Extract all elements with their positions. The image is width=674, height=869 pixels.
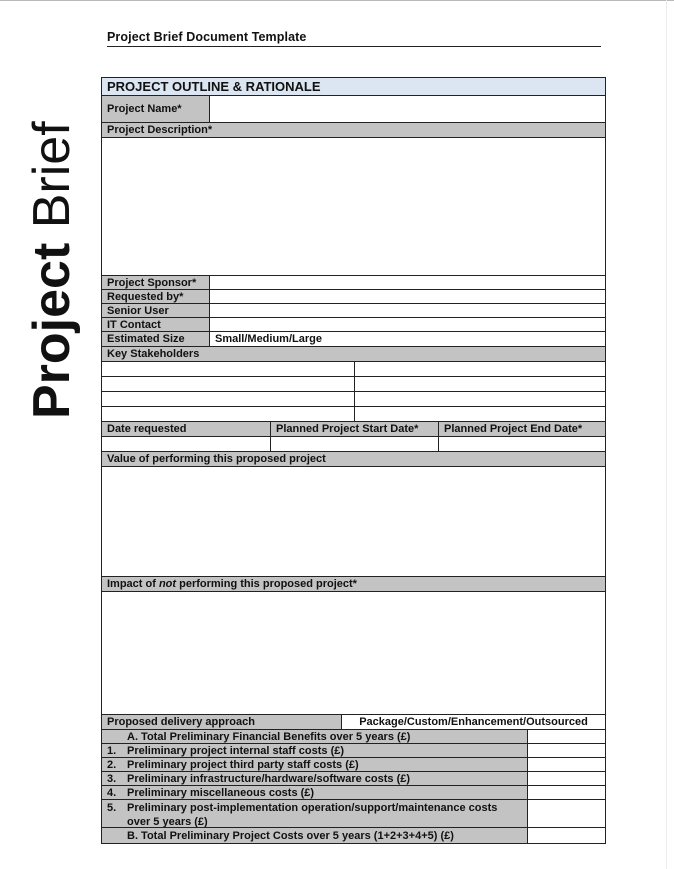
impact-header-row: [102, 577, 605, 592]
cost-label: [102, 758, 527, 771]
total-benefits-row: [102, 730, 605, 744]
section-header-row: [102, 78, 605, 96]
it-contact-field[interactable]: [209, 318, 605, 331]
project-name-label: Project Name*: [102, 96, 209, 122]
impact-label-emphasis: not: [158, 578, 177, 590]
planned-end-date-label: Planned Project End Date*: [438, 422, 605, 436]
cost-label: [102, 800, 527, 827]
impact-label-prefix: Impact of: [107, 578, 159, 590]
estimated-size-value[interactable]: Small/Medium/Large: [209, 332, 605, 346]
impact-of-not-performing-label: [102, 577, 605, 591]
page-right-border: [666, 0, 667, 869]
section-title: PROJECT OUTLINE & RATIONALE: [102, 78, 605, 95]
project-sponsor-field[interactable]: [209, 276, 605, 289]
stakeholder-row: [102, 377, 605, 392]
cost-text: Preliminary post-implementation operation/support/maintenance costs: [127, 802, 498, 814]
cost-number: 4.: [107, 786, 117, 799]
cost-text: Preliminary miscellaneous costs (£): [127, 786, 315, 799]
project-sponsor-row: [102, 276, 605, 290]
cost-field[interactable]: [527, 772, 605, 785]
value-of-performing-field[interactable]: [102, 467, 605, 576]
project-description-area-row: [102, 138, 605, 276]
side-title-light: Brief: [23, 121, 81, 229]
total-costs-label: B. Total Preliminary Project Costs over 5 years (1+2+3+4+5) (£): [102, 828, 527, 843]
stakeholder-cell[interactable]: [102, 377, 354, 391]
key-stakeholders-header-row: [102, 347, 605, 362]
requested-by-label: Requested by*: [102, 290, 209, 303]
dates-header-row: [102, 422, 605, 437]
delivery-approach-value[interactable]: Package/Custom/Enhancement/Outsourced: [341, 715, 605, 729]
side-title-bold: Project: [23, 242, 81, 419]
value-header-row: [102, 452, 605, 467]
date-requested-label: Date requested: [102, 422, 270, 436]
total-benefits-label: A. Total Preliminary Financial Benefits over 5 years (£): [102, 730, 527, 743]
cost-number: 3.: [107, 772, 117, 785]
stakeholder-cell[interactable]: [102, 362, 354, 376]
project-name-row: [102, 96, 605, 123]
total-benefits-field[interactable]: [527, 730, 605, 743]
stakeholder-row: [102, 392, 605, 407]
value-of-performing-label: Value of performing this proposed project: [102, 452, 605, 466]
cost-label: [102, 772, 527, 785]
stakeholder-cell[interactable]: [354, 392, 605, 406]
stakeholder-cell[interactable]: [102, 392, 354, 406]
senior-user-field[interactable]: [209, 304, 605, 317]
date-requested-field[interactable]: [102, 437, 270, 451]
key-stakeholders-label: Key Stakeholders: [102, 347, 605, 361]
planned-start-date-field[interactable]: [270, 437, 438, 451]
impact-area-row: [102, 592, 605, 715]
requested-by-field[interactable]: [209, 290, 605, 303]
delivery-approach-label: Proposed delivery approach: [102, 715, 341, 729]
cost-number: 5.: [107, 802, 117, 814]
cost-field[interactable]: [527, 758, 605, 771]
stakeholder-row: [102, 362, 605, 377]
document-title: Project Brief Document Template: [107, 30, 307, 44]
project-description-label: Project Description*: [102, 123, 605, 137]
estimated-size-row: [102, 332, 605, 347]
requested-by-row: [102, 290, 605, 304]
impact-label-suffix: performing this proposed project*: [176, 578, 357, 590]
title-underline: [107, 46, 601, 47]
senior-user-row: [102, 304, 605, 318]
cost-text: Preliminary project internal staff costs (£): [127, 744, 345, 757]
cost-row: [102, 744, 605, 758]
project-sponsor-label: Project Sponsor*: [102, 276, 209, 289]
cost-field[interactable]: [527, 800, 605, 827]
project-description-header-row: [102, 123, 605, 138]
project-brief-form: [101, 77, 606, 844]
cost-text-multiline: [127, 801, 497, 827]
cost-row: [102, 786, 605, 800]
delivery-approach-row: [102, 715, 605, 730]
vertical-project-brief-title: [23, 121, 81, 419]
cost-text-continued: over 5 years (£): [127, 816, 208, 827]
project-name-field[interactable]: [209, 96, 605, 122]
cost-text: Preliminary infrastructure/hardware/software costs (£): [127, 772, 411, 785]
cost-field[interactable]: [527, 744, 605, 757]
planned-end-date-field[interactable]: [438, 437, 605, 451]
cost-text: Preliminary project third party staff costs (£): [127, 758, 359, 771]
total-costs-field[interactable]: [527, 828, 605, 843]
cost-number: 2.: [107, 758, 117, 771]
stakeholder-cell[interactable]: [354, 362, 605, 376]
stakeholder-cell[interactable]: [354, 377, 605, 391]
impact-of-not-performing-field[interactable]: [102, 592, 605, 714]
value-area-row: [102, 467, 605, 577]
total-costs-row: [102, 828, 605, 843]
cost-field[interactable]: [527, 786, 605, 799]
it-contact-row: [102, 318, 605, 332]
planned-start-date-label: Planned Project Start Date*: [270, 422, 438, 436]
cost-number: 1.: [107, 744, 117, 757]
stakeholder-row: [102, 407, 605, 422]
cost-row: [102, 758, 605, 772]
page-top-border: [0, 0, 674, 1]
cost-row: [102, 800, 605, 828]
stakeholder-cell[interactable]: [102, 407, 354, 421]
cost-label: [102, 786, 527, 799]
dates-value-row: [102, 437, 605, 452]
senior-user-label: Senior User: [102, 304, 209, 317]
estimated-size-label: Estimated Size: [102, 332, 209, 346]
project-description-field[interactable]: [102, 138, 605, 275]
cost-label: [102, 744, 527, 757]
it-contact-label: IT Contact: [102, 318, 209, 331]
stakeholder-cell[interactable]: [354, 407, 605, 421]
cost-row: [102, 772, 605, 786]
